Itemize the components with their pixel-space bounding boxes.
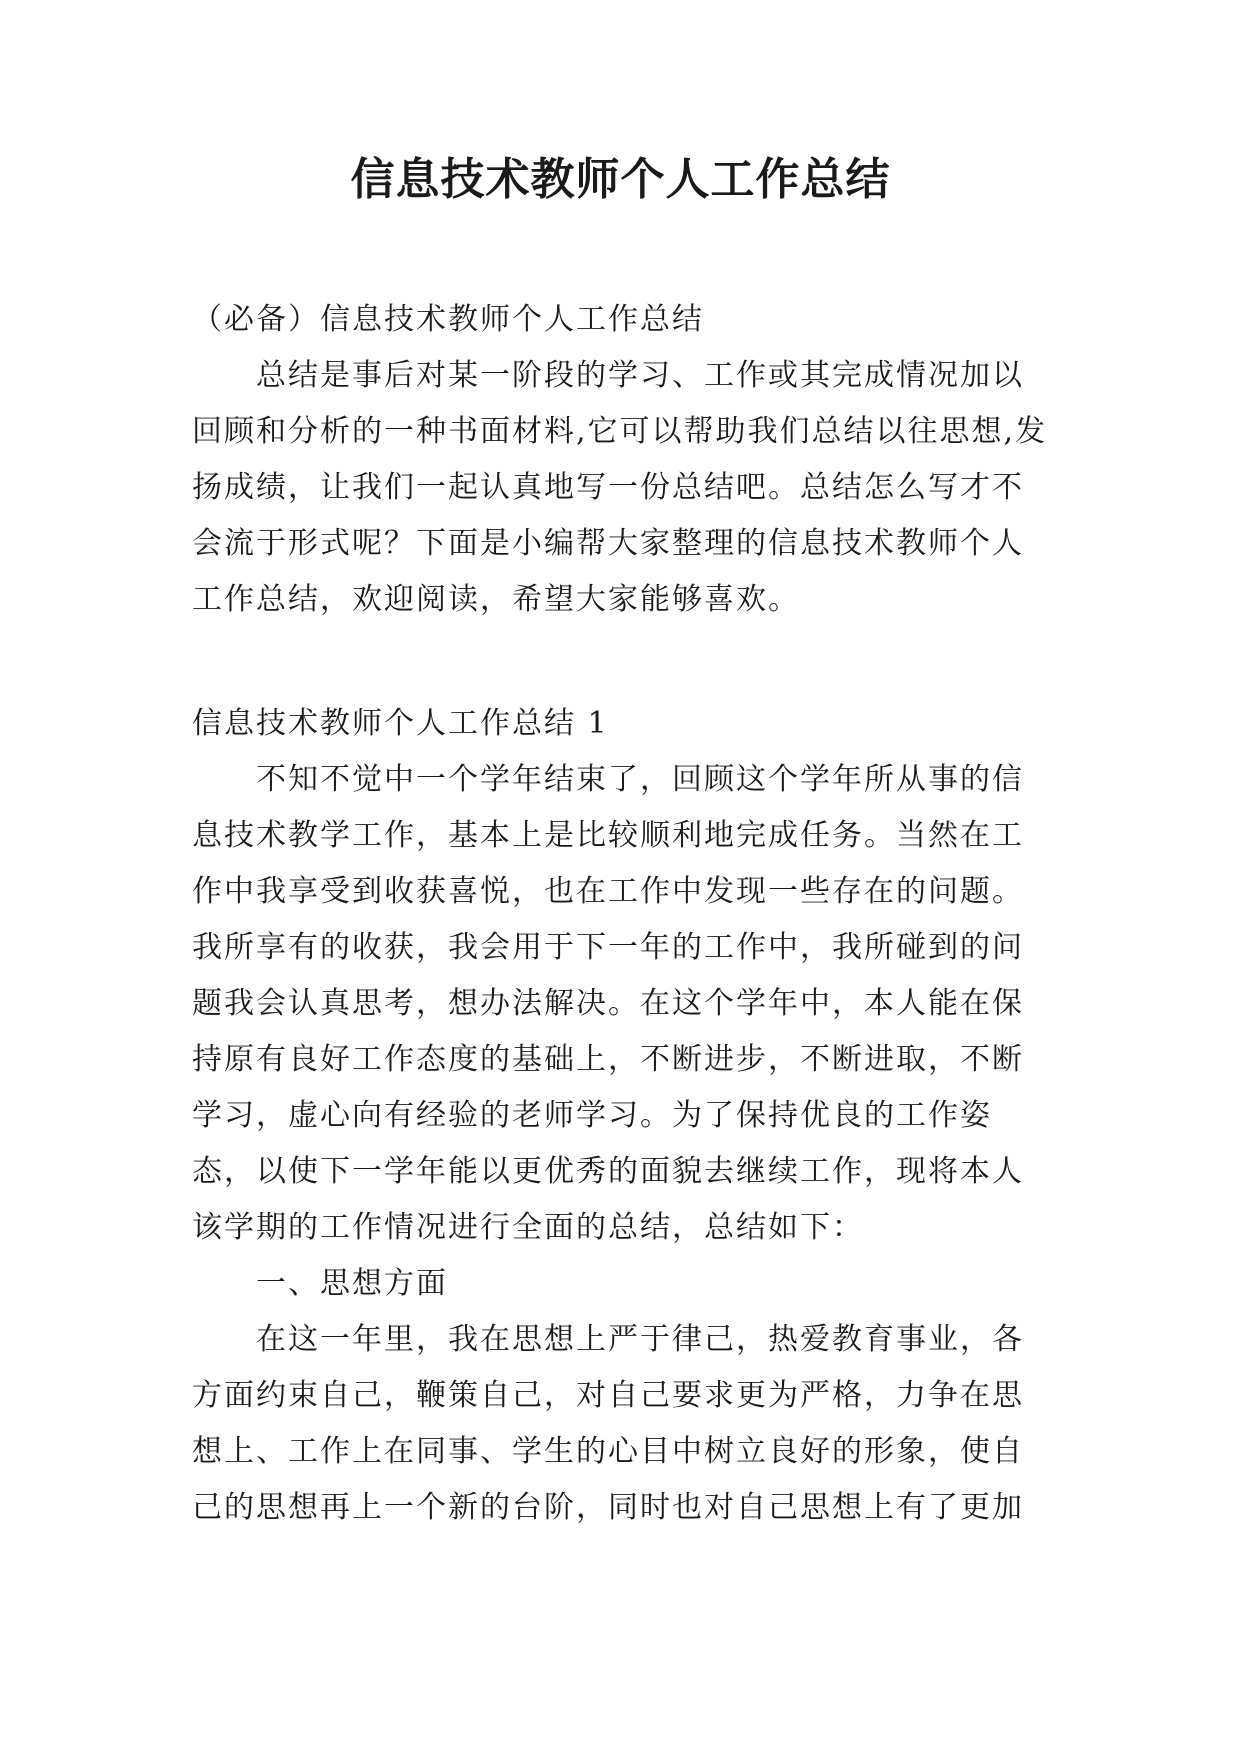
document-subtitle: （必备）信息技术教师个人工作总结 [192,302,704,337]
section-paragraph: 不知不觉中一个学年结束了，回顾这个学年所从事的信息技术教学工作，基本上是比较顺利地完成任务。当然在工作中我享受到收获喜悦，也在工作中发现一些存在的问题。我所享有的收获，我会用于下一年的工作中，我所碰到的问题我会认真思考，想办法解决。在这个学年中，本人能在保持原有良好工作态度的基础上，不断进步，不断进取，不断学习，虚心向有经验的老师学习。为了保持优良的工作姿态，以使下一学年能以更优秀的面貌去继续工作，现将本人该学期的工作情况进行全面的总结，总结如下： [192,762,1024,1245]
intro-block [192,292,1052,628]
section-heading: 信息技术教师个人工作总结 1 [192,706,609,741]
document-title: 信息技术教师个人工作总结 [350,154,891,205]
intro-paragraph: 总结是事后对某一阶段的学习、工作或其完成情况加以回顾和分析的一种书面材料,它可以帮助我们总结以往思想,发扬成绩，让我们一起认真地写一份总结吧。总结怎么写才不会流于形式呢？下面是小编帮大家整理的信息技术教师个人工作总结，欢迎阅读，希望大家能够喜欢。 [192,358,1048,617]
subheading-thought: 一、思想方面 [256,1266,448,1301]
section-1 [192,696,1052,1536]
section-paragraph-thought: 在这一年里，我在思想上严于律己，热爱教育事业，各方面约束自己，鞭策自己，对自己要求更为严格，力争在思想上、工作上在同事、学生的心目中树立良好的形象，使自己的思想再上一个新的台阶，同时也对自己思想上有了更加 [192,1322,1024,1525]
